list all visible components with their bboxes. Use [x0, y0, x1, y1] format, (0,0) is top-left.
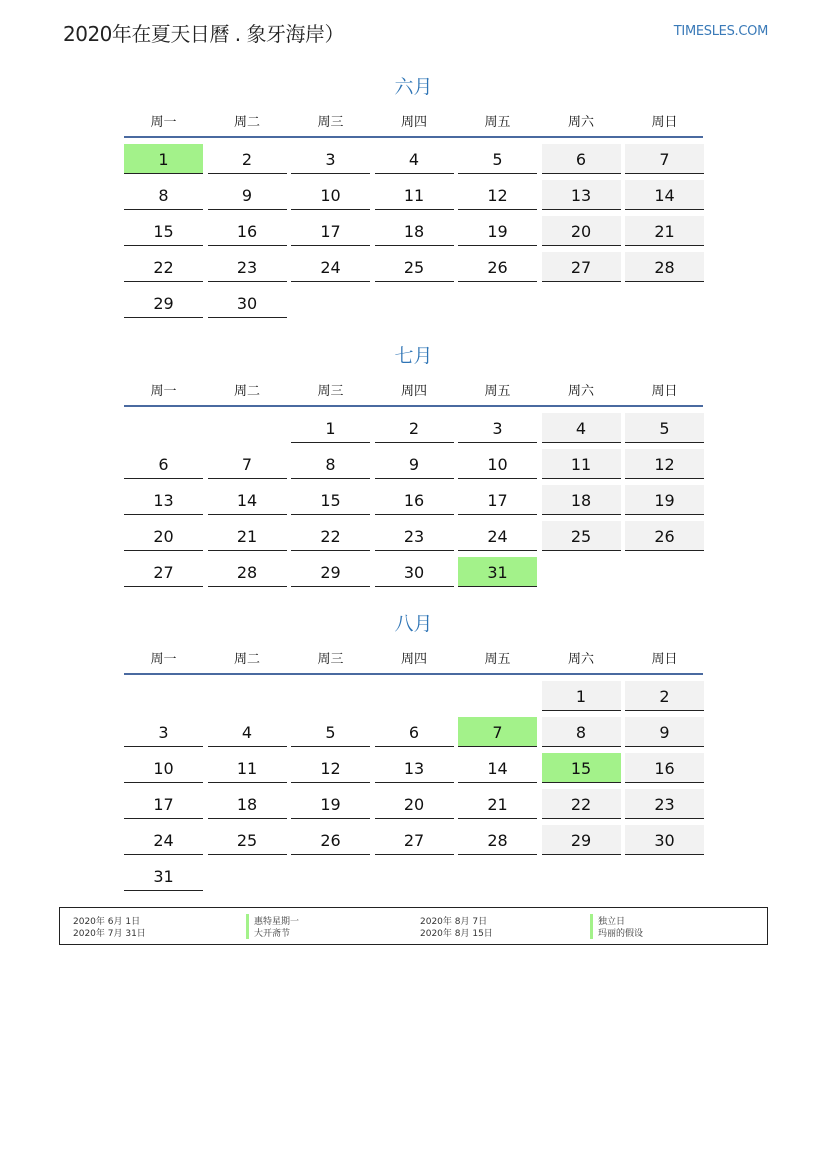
- day-cell[interactable]: 8: [124, 180, 203, 210]
- weekday-header: 周三: [317, 652, 344, 667]
- weekday-header: 周一: [150, 384, 177, 399]
- day-cell[interactable]: 16: [625, 753, 704, 783]
- day-cell[interactable]: 27: [124, 557, 203, 587]
- month-title: 六月: [394, 76, 433, 98]
- site-link[interactable]: TIMESLES.COM: [673, 24, 768, 39]
- day-cell[interactable]: 9: [208, 180, 287, 210]
- day-cell[interactable]: 1: [291, 413, 370, 443]
- day-cell[interactable]: 3: [458, 413, 537, 443]
- weekday-header: 周二: [233, 384, 260, 399]
- legend-holiday-name: 大开斋节: [246, 926, 290, 939]
- day-cell[interactable]: 23: [208, 252, 287, 282]
- holiday-day-cell[interactable]: 15: [542, 753, 621, 783]
- weekday-header: 周三: [317, 115, 344, 130]
- day-cell[interactable]: 28: [458, 825, 537, 855]
- day-cell[interactable]: 26: [625, 521, 704, 551]
- day-cell[interactable]: 16: [208, 216, 287, 246]
- day-cell[interactable]: 7: [208, 449, 287, 479]
- day-cell[interactable]: 22: [542, 789, 621, 819]
- weekday-header: 周五: [484, 115, 511, 130]
- holiday-legend: [59, 907, 768, 945]
- weekday-header: 周五: [484, 652, 511, 667]
- day-cell[interactable]: 24: [458, 521, 537, 551]
- day-cell[interactable]: 7: [625, 144, 704, 174]
- day-cell[interactable]: 16: [375, 485, 454, 515]
- day-cell[interactable]: 27: [542, 252, 621, 282]
- month-title: 八月: [394, 613, 433, 635]
- day-cell[interactable]: 19: [291, 789, 370, 819]
- day-cell[interactable]: 6: [124, 449, 203, 479]
- day-cell[interactable]: 20: [542, 216, 621, 246]
- weekday-header: 周四: [400, 115, 427, 130]
- weekday-header: 周一: [150, 652, 177, 667]
- day-cell[interactable]: 4: [375, 144, 454, 174]
- weekday-header: 周五: [484, 384, 511, 399]
- weekday-header: 周四: [400, 384, 427, 399]
- day-cell[interactable]: 21: [208, 521, 287, 551]
- day-cell[interactable]: 17: [458, 485, 537, 515]
- day-cell[interactable]: 2: [208, 144, 287, 174]
- day-cell[interactable]: 19: [625, 485, 704, 515]
- weekday-header: 周四: [400, 652, 427, 667]
- month-title: 七月: [394, 345, 433, 367]
- weekday-header: 周二: [233, 115, 260, 130]
- weekday-header: 周日: [651, 115, 678, 130]
- day-cell[interactable]: 18: [542, 485, 621, 515]
- weekday-header: 周三: [317, 384, 344, 399]
- header-rule: [124, 673, 703, 675]
- weekday-header: 周六: [567, 384, 594, 399]
- day-cell[interactable]: 28: [208, 557, 287, 587]
- day-cell[interactable]: 14: [208, 485, 287, 515]
- day-cell[interactable]: 30: [375, 557, 454, 587]
- day-cell[interactable]: 12: [625, 449, 704, 479]
- day-cell[interactable]: 26: [291, 825, 370, 855]
- day-cell[interactable]: 10: [124, 753, 203, 783]
- day-cell[interactable]: 22: [124, 252, 203, 282]
- day-cell[interactable]: 30: [625, 825, 704, 855]
- day-cell[interactable]: 25: [375, 252, 454, 282]
- day-cell[interactable]: 17: [291, 216, 370, 246]
- holiday-day-cell[interactable]: 31: [458, 557, 537, 587]
- day-cell[interactable]: 11: [375, 180, 454, 210]
- day-cell[interactable]: 3: [124, 717, 203, 747]
- day-cell[interactable]: 29: [291, 557, 370, 587]
- legend-holiday-name: 玛丽的假设: [590, 926, 643, 939]
- day-cell[interactable]: 18: [375, 216, 454, 246]
- day-cell[interactable]: 18: [208, 789, 287, 819]
- day-cell[interactable]: 29: [542, 825, 621, 855]
- day-cell[interactable]: 20: [375, 789, 454, 819]
- day-cell[interactable]: 23: [625, 789, 704, 819]
- day-cell[interactable]: 26: [458, 252, 537, 282]
- day-cell[interactable]: 22: [291, 521, 370, 551]
- day-cell[interactable]: 20: [124, 521, 203, 551]
- day-cell[interactable]: 30: [208, 288, 287, 318]
- legend-date: 2020年 8月 7日: [420, 917, 488, 927]
- day-cell[interactable]: 21: [458, 789, 537, 819]
- day-cell[interactable]: 13: [375, 753, 454, 783]
- day-cell[interactable]: 1: [542, 681, 621, 711]
- day-cell[interactable]: 5: [625, 413, 704, 443]
- day-cell[interactable]: 9: [375, 449, 454, 479]
- header-rule: [124, 136, 703, 138]
- day-cell[interactable]: 13: [542, 180, 621, 210]
- day-cell[interactable]: 15: [291, 485, 370, 515]
- day-cell[interactable]: 29: [124, 288, 203, 318]
- weekday-header: 周日: [651, 652, 678, 667]
- day-cell[interactable]: 24: [291, 252, 370, 282]
- weekday-header: 周六: [567, 115, 594, 130]
- day-cell[interactable]: 5: [458, 144, 537, 174]
- day-cell[interactable]: 28: [625, 252, 704, 282]
- weekday-header: 周六: [567, 652, 594, 667]
- day-cell[interactable]: 10: [458, 449, 537, 479]
- day-cell[interactable]: 23: [375, 521, 454, 551]
- day-cell[interactable]: 14: [458, 753, 537, 783]
- day-cell[interactable]: 17: [124, 789, 203, 819]
- legend-holiday-name: 惠特星期一: [246, 914, 299, 927]
- weekday-header: 周一: [150, 115, 177, 130]
- day-cell[interactable]: 6: [375, 717, 454, 747]
- day-cell[interactable]: 10: [291, 180, 370, 210]
- day-cell[interactable]: 21: [625, 216, 704, 246]
- day-cell[interactable]: 13: [124, 485, 203, 515]
- legend-date: 2020年 6月 1日: [73, 917, 141, 927]
- day-cell[interactable]: 6: [542, 144, 621, 174]
- day-cell[interactable]: 25: [208, 825, 287, 855]
- day-cell[interactable]: 11: [542, 449, 621, 479]
- day-cell[interactable]: 4: [208, 717, 287, 747]
- day-cell[interactable]: 2: [375, 413, 454, 443]
- legend-date: 2020年 8月 15日: [420, 929, 493, 939]
- day-cell[interactable]: 27: [375, 825, 454, 855]
- day-cell[interactable]: 2: [625, 681, 704, 711]
- day-cell[interactable]: 11: [208, 753, 287, 783]
- weekday-header: 周二: [233, 652, 260, 667]
- day-cell[interactable]: 12: [458, 180, 537, 210]
- day-cell[interactable]: 8: [542, 717, 621, 747]
- day-cell[interactable]: 8: [291, 449, 370, 479]
- legend-holiday-name: 独立日: [590, 914, 625, 927]
- header-rule: [124, 405, 703, 407]
- weekday-header: 周日: [651, 384, 678, 399]
- holiday-day-cell[interactable]: 1: [124, 144, 203, 174]
- day-cell[interactable]: 15: [124, 216, 203, 246]
- day-cell[interactable]: 4: [542, 413, 621, 443]
- day-cell[interactable]: 31: [124, 861, 203, 891]
- legend-date: 2020年 7月 31日: [73, 929, 146, 939]
- day-cell[interactable]: 14: [625, 180, 704, 210]
- day-cell[interactable]: 19: [458, 216, 537, 246]
- day-cell[interactable]: 24: [124, 825, 203, 855]
- page-title: 2020年在夏天日曆 . 象牙海岸）: [63, 22, 344, 46]
- holiday-day-cell[interactable]: 7: [458, 717, 537, 747]
- day-cell[interactable]: 3: [291, 144, 370, 174]
- day-cell[interactable]: 5: [291, 717, 370, 747]
- day-cell[interactable]: 9: [625, 717, 704, 747]
- day-cell[interactable]: 12: [291, 753, 370, 783]
- day-cell[interactable]: 25: [542, 521, 621, 551]
